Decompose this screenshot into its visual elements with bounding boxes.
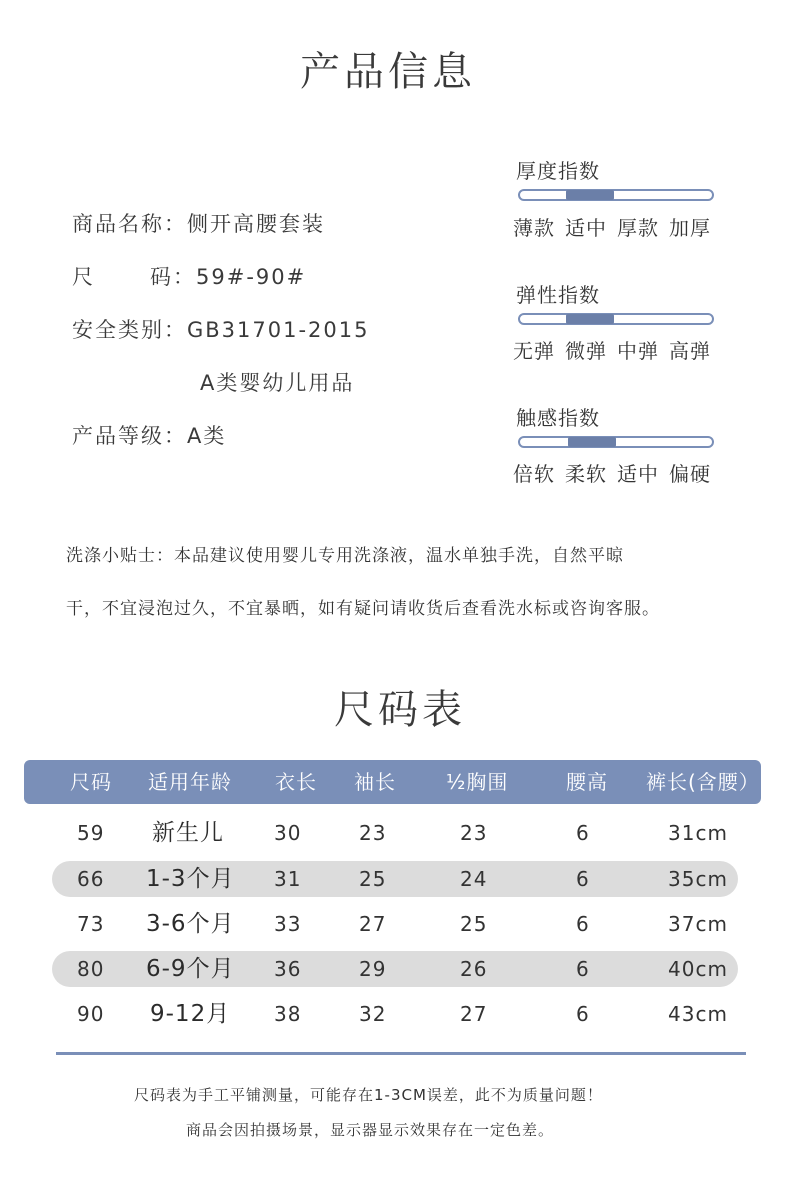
elasticity-label: 高弹 <box>669 339 711 363</box>
cell-chest: 24 <box>460 867 488 891</box>
touch-index-title: 触感指数 <box>516 406 600 430</box>
cell-length: 38 <box>274 1002 302 1026</box>
elasticity-index-fill <box>566 314 614 324</box>
table-row <box>52 815 738 851</box>
note-line-2: 商品会因拍摄场景，显示器显示效果存在一定色差。 <box>186 1121 555 1139</box>
cell-size: 66 <box>77 867 105 891</box>
table-divider <box>56 1052 746 1055</box>
cell-sleeve: 32 <box>359 1002 387 1026</box>
cell-waist-height: 6 <box>576 1002 590 1026</box>
touch-label: 倍软 <box>513 462 555 486</box>
cell-size: 80 <box>77 957 105 981</box>
cell-age: 1-3个月 <box>146 866 235 892</box>
header-size: 尺码 <box>70 770 112 794</box>
note-line-1: 尺码表为手工平铺测量，可能存在1-3CM误差，此不为质量问题！ <box>134 1086 603 1104</box>
cell-waist-height: 6 <box>576 912 590 936</box>
cell-pants-length: 40cm <box>668 957 728 981</box>
touch-label: 偏硬 <box>669 462 711 486</box>
product-name-row <box>72 208 325 238</box>
cell-length: 30 <box>274 821 302 845</box>
safety-label: 安全类别： <box>72 318 187 342</box>
grade-row <box>72 420 226 450</box>
cell-age: 3-6个月 <box>146 911 235 937</box>
cell-sleeve: 27 <box>359 912 387 936</box>
header-waist-height: 腰高 <box>566 770 608 794</box>
cell-chest: 23 <box>460 821 488 845</box>
safety-value: GB31701-2015 <box>187 318 370 342</box>
cell-age: 6-9个月 <box>146 956 235 982</box>
thickness-label: 薄款 <box>513 216 555 240</box>
size-label-right: 码： <box>150 265 196 289</box>
header-pants-length: 裤长(含腰） <box>646 770 760 794</box>
touch-index-bar <box>518 436 714 448</box>
cell-pants-length: 43cm <box>668 1002 728 1026</box>
thickness-label: 适中 <box>565 216 607 240</box>
cell-pants-length: 35cm <box>668 867 728 891</box>
thickness-index-fill <box>566 190 614 200</box>
wash-tip-line-2: 干，不宜浸泡过久，不宜暴晒，如有疑问请收货后查看洗水标或咨询客服。 <box>66 599 660 619</box>
cell-waist-height: 6 <box>576 957 590 981</box>
cell-age: 新生儿 <box>152 820 224 846</box>
cell-sleeve: 25 <box>359 867 387 891</box>
table-row <box>52 861 738 897</box>
cell-length: 33 <box>274 912 302 936</box>
safety-row <box>72 314 370 344</box>
thickness-index-labels <box>513 212 721 241</box>
cell-pants-length: 31cm <box>668 821 728 845</box>
size-table-title: 尺码表 <box>334 687 466 733</box>
elasticity-index-labels <box>513 335 721 364</box>
header-chest: ½胸围 <box>446 770 509 794</box>
product-name-label: 商品名称： <box>72 212 187 236</box>
elasticity-label: 微弹 <box>565 339 607 363</box>
touch-index-fill <box>568 437 616 447</box>
thickness-index-bar <box>518 189 714 201</box>
touch-index-labels <box>513 458 721 487</box>
thickness-index-title: 厚度指数 <box>516 159 600 183</box>
elasticity-index-bar <box>518 313 714 325</box>
cell-waist-height: 6 <box>576 821 590 845</box>
cell-size: 73 <box>77 912 105 936</box>
cell-sleeve: 29 <box>359 957 387 981</box>
elasticity-index-title: 弹性指数 <box>516 283 600 307</box>
cell-age: 9-12月 <box>150 1001 231 1027</box>
elasticity-label: 无弹 <box>513 339 555 363</box>
elasticity-label: 中弹 <box>617 339 659 363</box>
header-length: 衣长 <box>275 770 317 794</box>
cell-size: 59 <box>77 821 105 845</box>
header-sleeve: 袖长 <box>354 770 396 794</box>
size-row <box>72 261 306 291</box>
cell-chest: 25 <box>460 912 488 936</box>
table-row <box>52 951 738 987</box>
grade-label: 产品等级： <box>72 424 187 448</box>
cell-length: 31 <box>274 867 302 891</box>
thickness-label: 厚款 <box>617 216 659 240</box>
cell-waist-height: 6 <box>576 867 590 891</box>
touch-label: 适中 <box>617 462 659 486</box>
cell-pants-length: 37cm <box>668 912 728 936</box>
product-name-value: 侧开高腰套装 <box>187 212 325 236</box>
table-row <box>52 996 738 1032</box>
thickness-label: 加厚 <box>669 216 711 240</box>
header-age: 适用年龄 <box>148 770 232 794</box>
size-table-header <box>24 760 761 804</box>
cell-length: 36 <box>274 957 302 981</box>
cell-sleeve: 23 <box>359 821 387 845</box>
safety-value-2: A类婴幼儿用品 <box>200 371 355 395</box>
size-label-left: 尺 <box>72 265 95 289</box>
touch-label: 柔软 <box>565 462 607 486</box>
size-value: 59#-90# <box>196 265 307 289</box>
grade-value: A类 <box>187 424 227 448</box>
cell-chest: 26 <box>460 957 488 981</box>
table-row <box>52 906 738 942</box>
cell-chest: 27 <box>460 1002 488 1026</box>
wash-tip-line-1: 洗涤小贴士：本品建议使用婴儿专用洗涤液，温水单独手洗，自然平晾 <box>66 546 624 566</box>
page-title: 产品信息 <box>300 49 476 95</box>
cell-size: 90 <box>77 1002 105 1026</box>
